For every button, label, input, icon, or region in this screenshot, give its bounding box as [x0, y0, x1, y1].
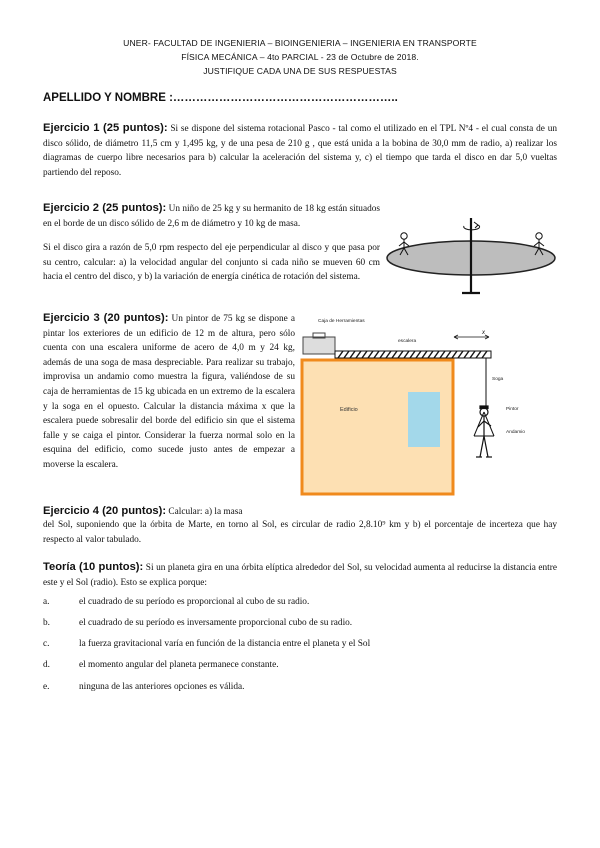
option-letter: a.: [43, 597, 50, 607]
option-letter: c.: [43, 639, 50, 649]
exercise-1-title: Ejercicio 1 (25 puntos):: [43, 122, 168, 134]
theory: [43, 560, 557, 590]
option-text: el cuadrado de su período es inversamente proporcional cubo de su radio.: [79, 618, 353, 628]
exercise-2-text: Un niño de 25 kg y su hermanito de 18 kg están situados en el borde de un disco sólido de 2,6 m de diámetro y 10 kg de masa.: [43, 204, 381, 229]
exercise-1: [43, 121, 557, 180]
option-b[interactable]: [43, 618, 352, 628]
building-label: Edificio: [340, 407, 358, 413]
exercise-4-text-a: Calcular: a) la masa: [166, 507, 243, 517]
option-c[interactable]: [43, 639, 370, 649]
header-line-2: FÍSICA MECÁNICA – 4to PARCIAL - 23 de Octubre de 2018.: [181, 52, 419, 62]
theory-text: Si un planeta gira en una órbita elíptica alrededor del Sol, su velocidad aumenta al reducirse la distancia entre este y el Sol (radio). Esto se explica porque:: [43, 563, 557, 588]
header-line-1: UNER- FACULTAD DE INGENIERIA – BIOINGENIERIA – INGENIERIA EN TRANSPORTE: [123, 38, 477, 48]
window: [408, 392, 440, 447]
option-text: el cuadrado de su período es proporcional al cubo de su radio.: [79, 597, 310, 607]
option-e[interactable]: [43, 682, 244, 692]
figure-disc: [384, 210, 559, 300]
theory-title: Teoría (10 puntos):: [43, 561, 144, 573]
option-letter: d.: [43, 660, 50, 670]
option-text: el momento angular del planeta permanece constante.: [79, 660, 279, 670]
option-letter: b.: [43, 618, 50, 628]
exercise-3-text: Un pintor de 75 kg se dispone a pintar los exteriores de un edificio de 12 m de altura, pero sólo cuenta con una escalera uniforme de acero de 4,0 m y 24 kg, además de una soga de masa despreciable. Para realizar su trabajo, improvisa un andamio como muestra la figura, valiéndose de su caja de herramientas de 15 kg ubicada en un extremo de la escalera y la soga en el opuesto. Calcular la distancia máxima x que la escalera puede sobresalir del borde del edificio sin que el sistema falle y se caiga el pintor. Considerar la fuerza normal solo en la esquina del edificio, como sucede justo antes de empezar a moverse la escalera.: [43, 314, 295, 470]
rope-label: Soga: [492, 377, 504, 382]
exercise-4-title: Ejercicio 4 (20 puntos):: [43, 505, 167, 517]
exercise-3: [43, 311, 295, 473]
name-field-line: APELLIDO Y NOMBRE :…………………………………………………..: [43, 92, 398, 104]
x-label: x: [482, 330, 485, 336]
option-d[interactable]: [43, 660, 279, 670]
exercise-1-text: Si se dispone del sistema rotacional Pasco - tal como el utilizado en el TPL Nº4 - el cual consta de un disco sólido, de diámetro 11,5 cm y 1,495 kg, y de una pesa de 210 g , que está unida a la bobina de 30,0 mm de radio, a) realizar los diagramas de cuerpo libre necesarios para b) calcular la aceleración del sistema y, c) el tiempo que tarda el disco en dar 5,0 vueltas partiendo del reposo.: [43, 124, 557, 178]
toolbox: [303, 337, 335, 354]
figure-building: [298, 308, 560, 498]
header-line-3: JUSTIFIQUE CADA UNA DE SUS RESPUESTAS: [203, 66, 397, 76]
ladder-label: escalera: [398, 339, 417, 344]
option-text: ninguna de las anteriores opciones es válida.: [79, 682, 245, 692]
exercise-2-title: Ejercicio 2 (25 puntos):: [43, 202, 167, 214]
toolbox-label: Caja de Herramientas: [318, 319, 365, 324]
painter-label: Pintor: [506, 407, 519, 412]
option-letter: e.: [43, 682, 50, 692]
option-a[interactable]: [43, 597, 309, 607]
scaffold-label: Andamio: [506, 430, 525, 435]
exercise-3-title: Ejercicio 3 (20 puntos):: [43, 312, 169, 324]
painter-icon: [476, 406, 492, 457]
exercise-2: [43, 201, 380, 231]
option-text: la fuerza gravitacional varía en función de la distancia entre el planeta y el Sol: [79, 639, 371, 649]
exercise-2-text-2: Si el disco gira a razón de 5,0 rpm respecto del eje perpendicular al disco y que pasa por su centro, calcular: a) la velocidad angular del conjunto si cada niño se mueven 60 cm hacia el centro del disco, y b) la variación de energía cinética de rotación del sistema.: [43, 243, 380, 283]
exercise-4-text: del Sol, suponiendo que la órbita de Marte, en torno al Sol, es circular de radio 2,8.10⁹ km y b) el porcentaje de incerteza que hay respecto al valor tabulado.: [43, 520, 557, 545]
